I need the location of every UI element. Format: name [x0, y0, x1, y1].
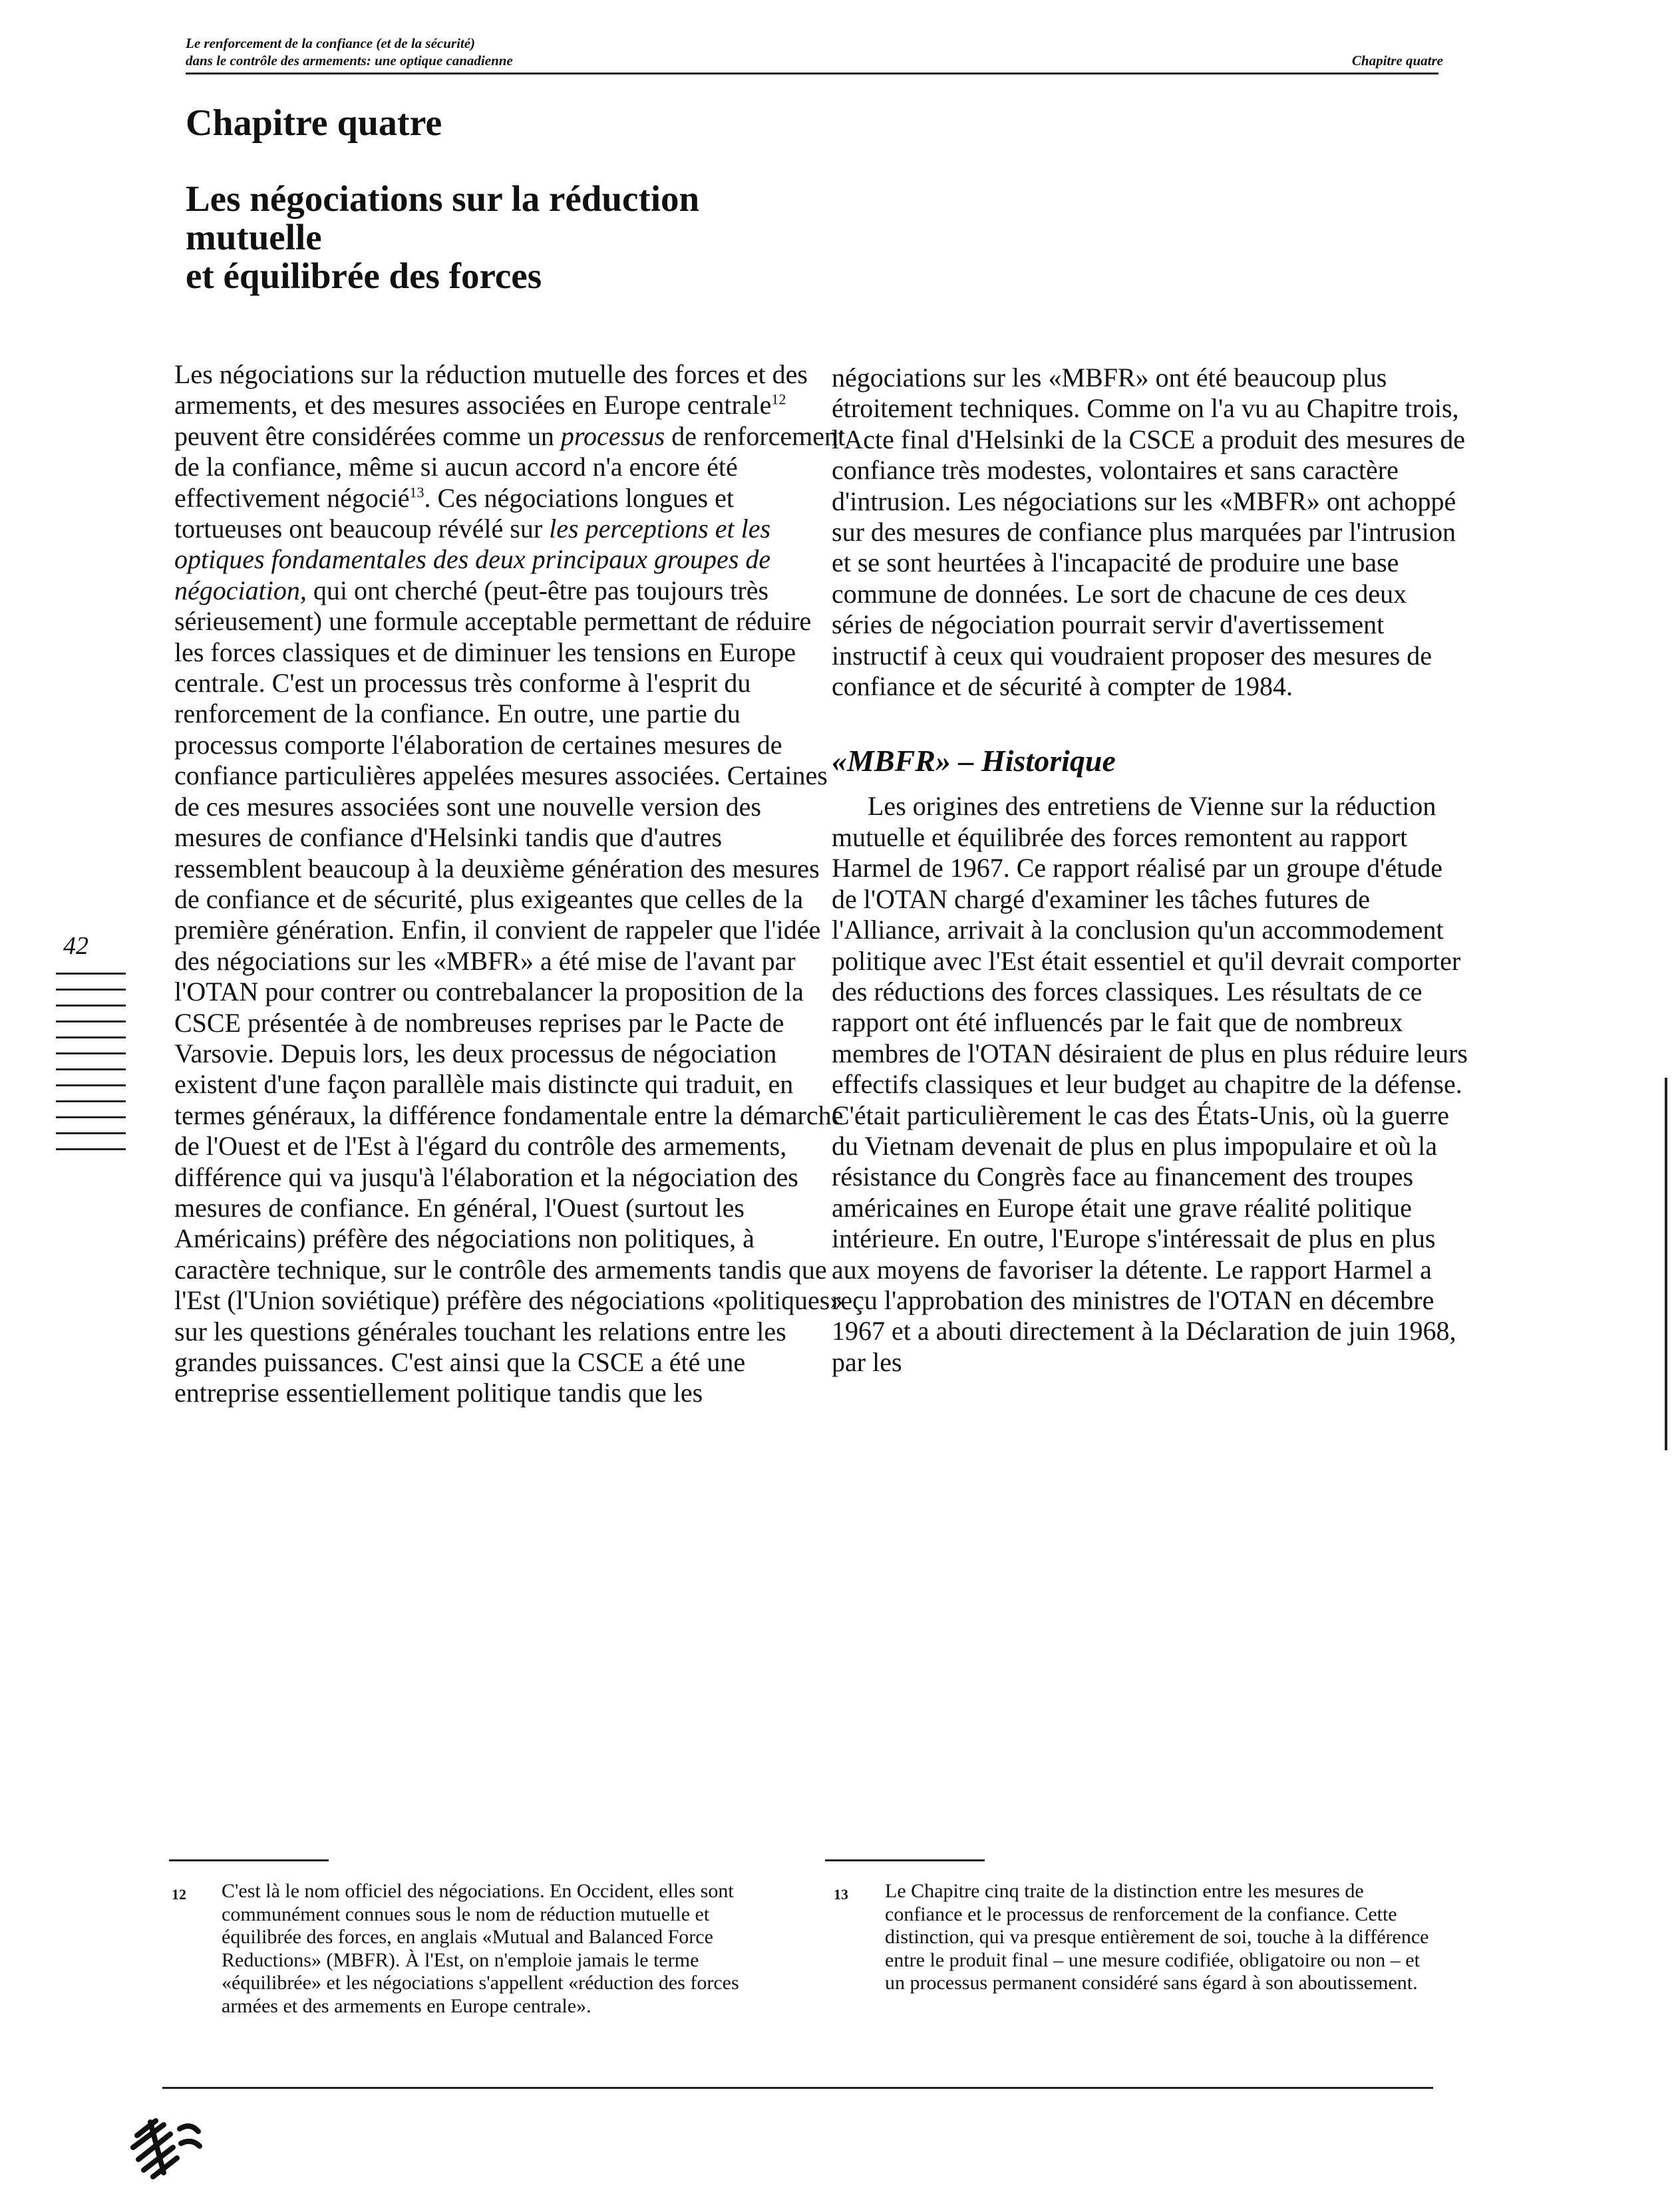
- section-title: [186, 180, 884, 295]
- footnote-text-13: Le Chapitre cinq traite de la distinction entre les mesures de confiance et le processus de renforcement de la confiance. Cette distinction, qui va presque entièrement de soi, touche à la différence entre le produit final – une mesure codifiée, obligatoire ou non – et un processus permanent considéré sans égard à son aboutissement.: [885, 1880, 1429, 1994]
- scan-edge-mark: [1665, 1078, 1667, 1450]
- text-run: . Ces négociations longues et tortueuses ont beaucoup révélé sur: [174, 482, 734, 544]
- text-run: peuvent être considérées comme un: [174, 420, 561, 451]
- text-run: de renforcement de la confiance, même si aucun accord n'a encore été effectivement négocié: [174, 420, 846, 513]
- margin-rule: [56, 1084, 126, 1086]
- text-run: Les négociations sur la réduction mutuelle des forces et des armements, et des mesures associées en Europe centrale: [174, 359, 808, 420]
- running-header-line-2: dans le contrôle des armements: une optique canadienne: [186, 53, 513, 69]
- body-paragraph: négociations sur les «MBFR» ont été beaucoup plus étroitement techniques. Comme on l'a vu au Chapitre trois, l'Acte final d'Helsinki de la CSCE a produit des mesures de confiance très modestes, volontaires et sans caractère d'intrusion. Les négociations sur les «MBFR» ont achoppé sur des mesures de confiance plus marquées par l'intrusion et se sont heurtées à l'incapacité de produire une base commune de données. Le sort de chacune de ces deux séries de négociation pourrait servir d'avertissement instructif à ceux qui voudraient proposer des mesures de confiance et de sécurité à compter de 1984.: [832, 363, 1465, 702]
- section-title-line-1: Les négociations sur la réduction: [186, 178, 700, 219]
- footnote-rule: [825, 1859, 985, 1861]
- margin-rule: [56, 989, 126, 991]
- page-number: 42: [63, 932, 88, 960]
- running-header-right: Chapitre quatre: [1351, 53, 1443, 69]
- margin-rule: [56, 973, 126, 975]
- footnote-rule: [169, 1859, 329, 1861]
- body-column-left: [174, 359, 846, 1409]
- body-paragraph: Les origines des entretiens de Vienne sur la réduction mutuelle et équilibrée des forces remontent au rapport Harmel de 1967. Ce rapport réalisé par un groupe d'étude de l'OTAN chargé d'examiner les tâches futures de l'Alliance, arrivait à la conclusion qu'un accommodement politique avec l'Est était essentiel et qu'il devrait comporter des réductions des forces classiques. Les résultats de ce rapport ont été influencés par le fait que de nombreux membres de l'OTAN désiraient de plus en plus réduire leurs effectifs classiques et leur budget au chapitre de la défense. C'était particulièrement le cas des États-Unis, où la guerre du Vietnam devenait de plus en plus impopulaire et où la résistance du Congrès face au financement des troupes américaines en Europe était une grave réalité politique intérieure. En outre, l'Europe s'intéressait de plus en plus aux moyens de favoriser la détente. Le rapport Harmel a reçu l'approbation des ministres de l'OTAN en décembre 1967 et a abouti directement à la Déclaration de juin 1968, par les: [832, 791, 1468, 1377]
- bottom-rule: [162, 2087, 1433, 2089]
- body-paragraph: [174, 359, 846, 1409]
- emphasis-text: processus: [560, 420, 665, 451]
- margin-rule: [56, 1036, 126, 1038]
- text-run: qui ont cherché (peut-être pas toujours très sérieusement) une formule acceptable permettant de réduire les forces classiques et de diminuer les tensions en Europe centrale. C'est un processus très conforme à l'esprit du renforcement de la confiance. En outre, une partie du processus comporte l'élaboration de certaines mesures de confiance particulières appelées mesures associées. Certaines de ces mesures associées sont une nouvelle version des mesures de confiance d'Helsinki tandis que d'autres ressemblent beaucoup à la deuxième génération des mesures de confiance et de sécurité, plus exigeantes que celles de la première génération. Enfin, il convient de rappeler que l'idée des négociations sur les «MBFR» a été mise de l'avant par l'OTAN pour contrer ou contrebalancer la proposition de la CSCE présentée à de nombreuses reprises par le Pacte de Varsovie. Depuis lors, les deux processus de négociation existent d'une façon parallèle mais distincte qui traduit, en termes généraux, la différence fondamentale entre la démarche de l'Ouest et de l'Est à l'égard du contrôle des armements, différence qui va jusqu'à l'élaboration et la négociation des mesures de confiance. En général, l'Ouest (surtout les Américains) préfère des négociations non politiques, à caractère technique, sur le contrôle des armements tandis que l'Est (l'Union soviétique) préfère des négociations «politiques» sur les questions générales touchant les relations entre les grandes puissances. C'est ainsi que la CSCE a été une entreprise essentiellement politique tandis que les: [174, 575, 844, 1408]
- footnote-number-13: 13: [834, 1886, 848, 1903]
- footnote-ref-13[interactable]: 13: [409, 484, 424, 501]
- margin-rule: [56, 1068, 126, 1070]
- publisher-logo-icon: [124, 2109, 210, 2182]
- footnote-number-12: 12: [172, 1886, 186, 1903]
- margin-rule: [56, 1005, 126, 1007]
- running-header-line-1: Le renforcement de la confiance (et de la sécurité): [186, 35, 476, 51]
- footnote-text-12: C'est là le nom officiel des négociations. En Occident, elles sont communément connues sous le nom de réduction mutuelle et équilibrée des forces, en anglais «Mutual and Balanced Force Reductions» (MBFR). À l'Est, on n'emploie jamais le terme «équilibrée» et les négociations s'appellent «réduction des forces armées et des armements en Europe centrale».: [222, 1880, 739, 2017]
- running-header-left: [186, 35, 984, 69]
- section-title-line-2: mutuelle: [186, 217, 322, 257]
- chapter-title: Chapitre quatre: [186, 102, 442, 144]
- margin-rule: [56, 1052, 126, 1054]
- emphasis-text: les perceptions et les optiques fondamentales des deux principaux groupes de négociation,: [174, 514, 771, 605]
- margin-rule: [56, 1100, 126, 1102]
- margin-rule: [56, 1132, 126, 1134]
- margin-rule: [56, 1116, 126, 1118]
- section-title-line-3: et équilibrée des forces: [186, 255, 542, 296]
- body-column-right: [832, 363, 1474, 1378]
- margin-rule: [56, 1148, 126, 1150]
- subheading: «MBFR» – Historique: [832, 744, 1116, 778]
- footnote-ref-12[interactable]: 12: [771, 391, 786, 408]
- margin-rule: [56, 1020, 126, 1022]
- header-rule: [186, 73, 1438, 75]
